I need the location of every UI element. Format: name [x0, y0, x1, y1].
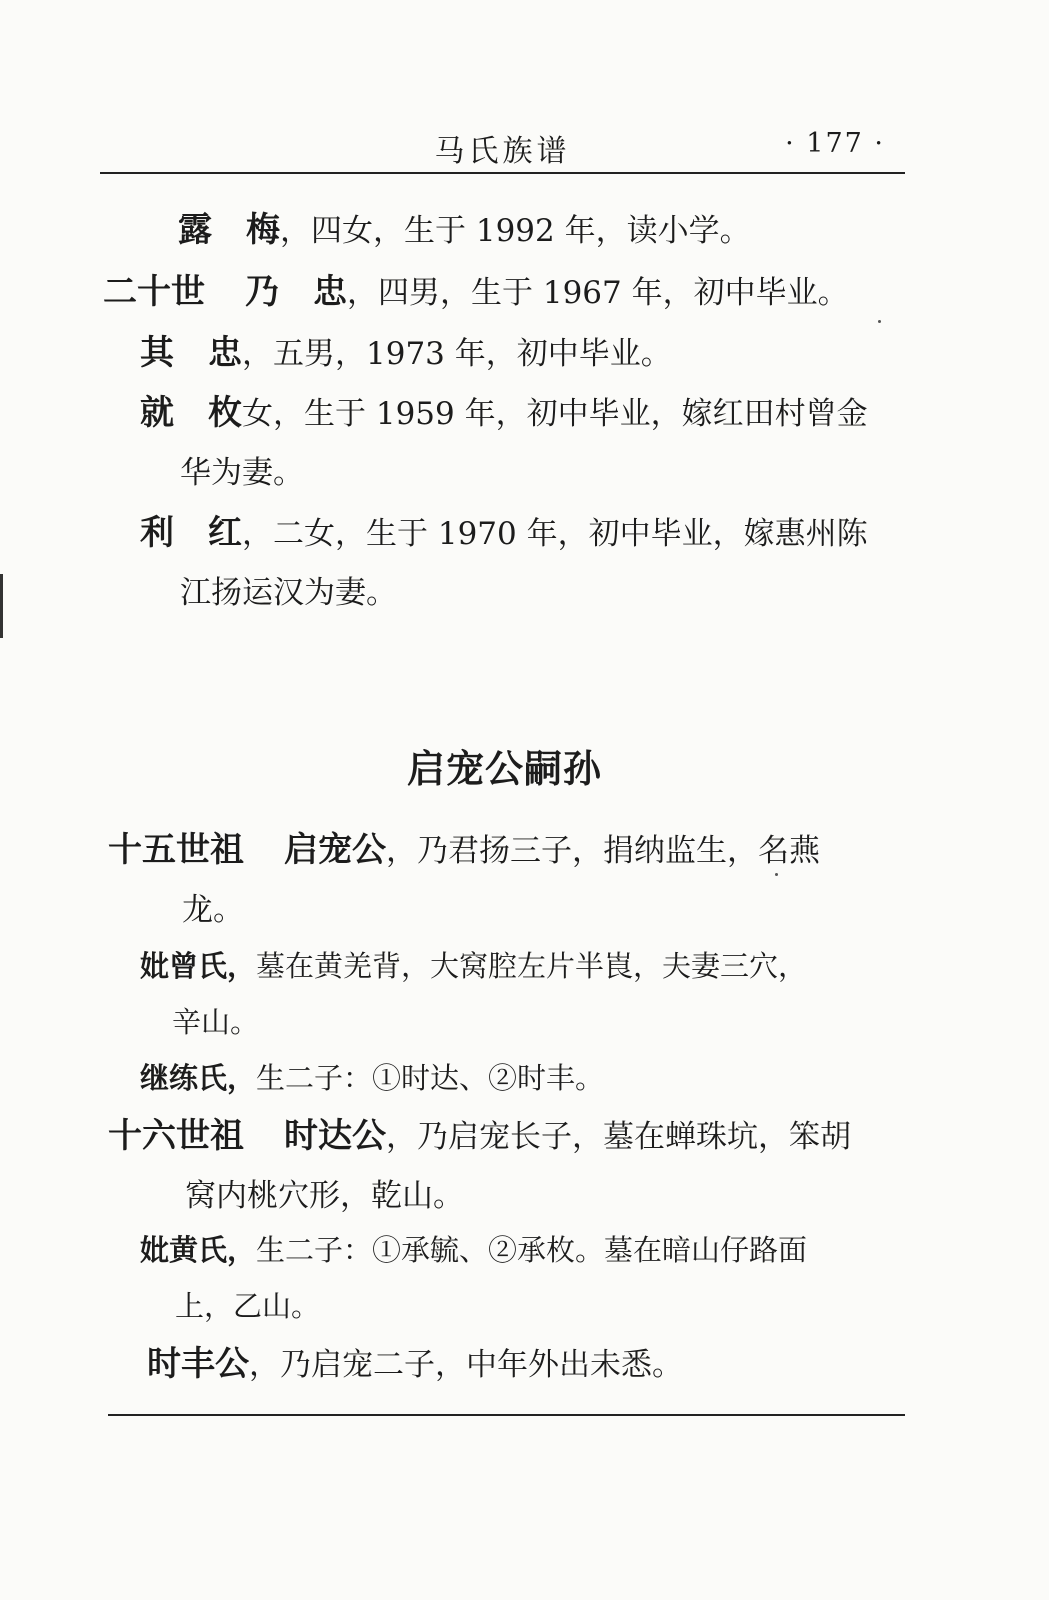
entry-shi-feng-gong: [147, 1334, 683, 1395]
entry-continuation: 华为妻。: [180, 455, 304, 491]
entry-continuation: 上，乙山。: [175, 1289, 321, 1323]
entry-text: ，四女，生于 1992 年，读小学。: [280, 213, 751, 249]
entry-shi-da-gong: [108, 1106, 851, 1167]
entry-nai-zhong: [103, 262, 849, 323]
page-header: [100, 118, 905, 174]
spouse-label: 继练氏，: [140, 1061, 257, 1095]
footer-rule: [108, 1414, 905, 1416]
entry-qi-chong-gong: [108, 820, 820, 881]
generation-label: 十五世祖: [108, 830, 244, 870]
entry-text: ，二女，生于 1970 年，初中毕业，嫁惠州陈: [242, 516, 868, 552]
entry-text: 女，生于 1959 年，初中毕业，嫁红田村曾金: [242, 396, 868, 432]
entry-continuation: 龙。: [182, 892, 244, 928]
person-name: 时达公: [284, 1116, 386, 1156]
entry-text: 生二子：①承毓、②承枚。墓在暗山仔路面: [256, 1233, 808, 1267]
person-name: 其 忠: [140, 333, 242, 373]
entry-text: ，四男，生于 1967 年，初中毕业。: [347, 275, 849, 311]
entry-jiu-mei: [140, 383, 868, 444]
entry-text: ，乃启宠长子，墓在蝉珠坑，笨胡: [386, 1119, 851, 1155]
spouse-label: 妣黄氏，: [140, 1233, 257, 1267]
person-name: 时丰公: [147, 1344, 249, 1384]
entry-continuation: 江扬运汉为妻。: [180, 575, 397, 611]
header-rule: [100, 172, 905, 174]
spouse-note-lian: [140, 1050, 604, 1106]
section-title: 启宠公嗣孙: [406, 747, 602, 791]
entry-text: 墓在黄羌背，大窝腔左片半崀，夫妻三穴，: [256, 949, 808, 983]
entry-lu-mei: [178, 200, 751, 261]
entry-qi-zhong: [140, 323, 672, 384]
entry-continuation: 辛山。: [172, 1005, 260, 1039]
entry-text: ，乃启宠二子，中年外出未悉。: [249, 1347, 683, 1383]
person-name: 乃 忠: [245, 272, 347, 312]
binding-mark: [0, 574, 3, 638]
spouse-note-huang: [140, 1222, 807, 1278]
speck: [878, 320, 881, 323]
spouse-label: 妣曾氏，: [140, 949, 257, 983]
running-title: 马氏族谱: [434, 134, 571, 169]
entry-text: ，五男，1973 年，初中毕业。: [242, 336, 672, 372]
spouse-note-zeng: [140, 938, 807, 994]
person-name: 就 枚: [140, 393, 242, 433]
person-name: 利 红: [140, 513, 242, 553]
person-name: 露 梅: [178, 210, 280, 250]
entry-text: 生二子：①时达、②时丰。: [256, 1061, 605, 1095]
generation-label: 二十世: [103, 272, 205, 312]
entry-text: ，乃君扬三子，捐纳监生，名燕: [386, 833, 820, 869]
entry-li-hong: [140, 503, 868, 564]
person-name: 启宠公: [284, 830, 386, 870]
generation-label: 十六世祖: [108, 1116, 244, 1156]
entry-continuation: 窝内桃穴形，乾山。: [185, 1178, 464, 1214]
page-number: · 177 ·: [785, 128, 885, 159]
